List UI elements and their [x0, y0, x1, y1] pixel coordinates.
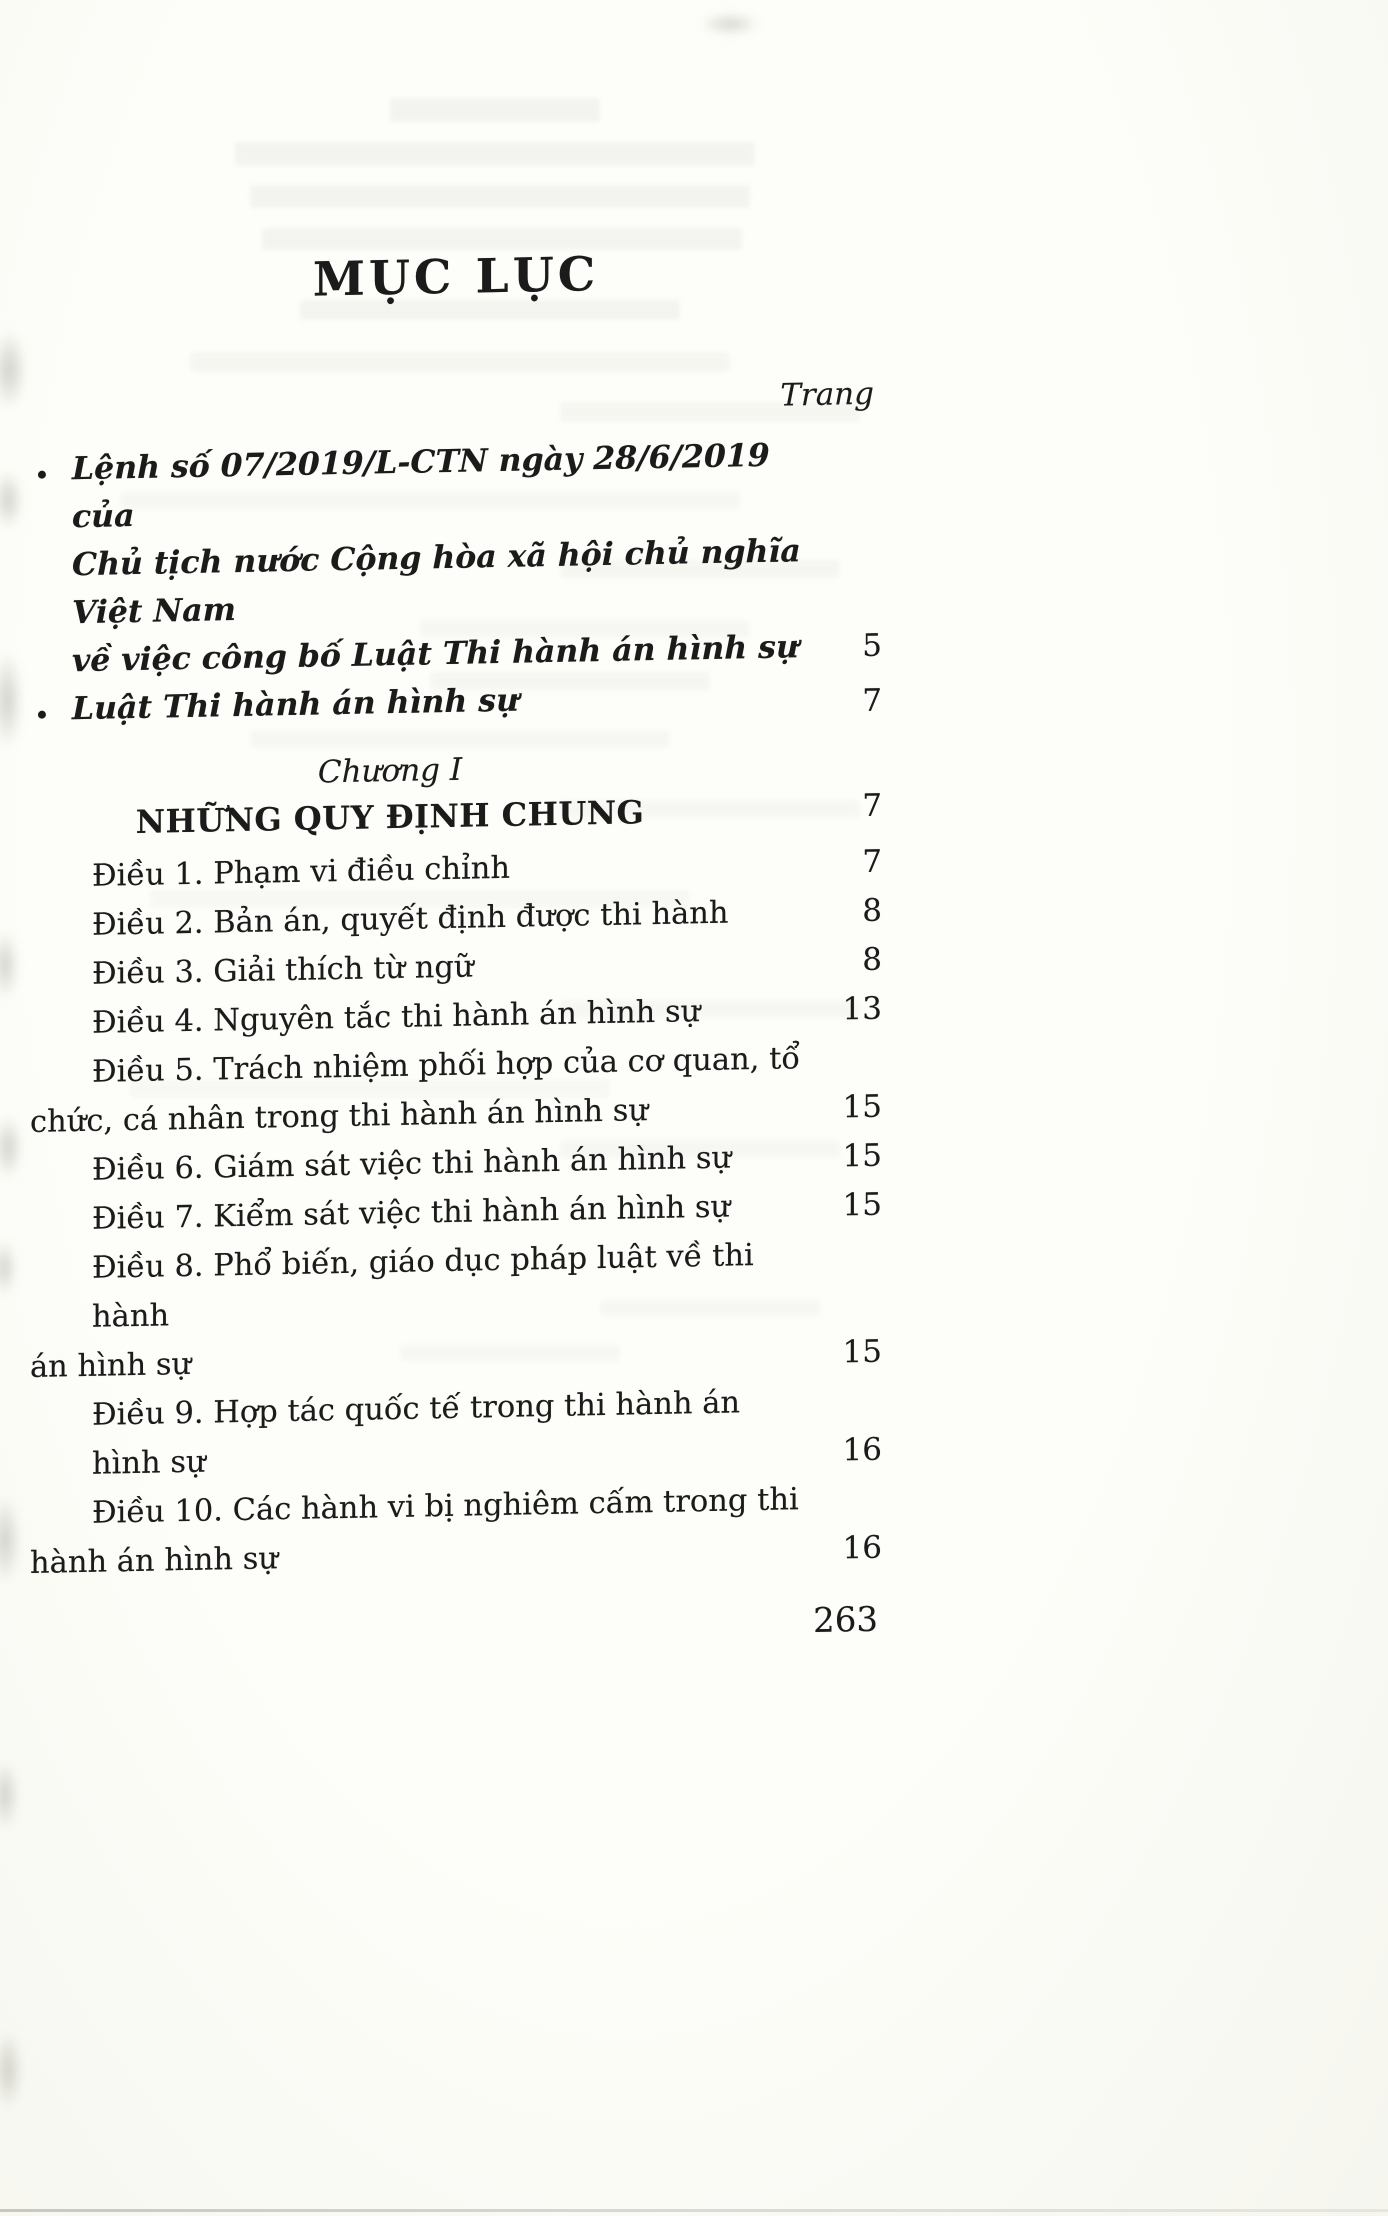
toc-front-matter: [30, 430, 882, 741]
toc-entry: [30, 1474, 882, 1588]
chapter-title: NHỮNG QUY ĐỊNH CHUNG: [135, 793, 645, 841]
toc-entry-page-number: 15: [842, 1333, 882, 1371]
toc-entry-line: Điều 9. Hợp tác quốc tế trong thi hành án hình sự: [92, 1385, 741, 1482]
scan-artifact: [700, 14, 760, 34]
front-matter-page-number: 5: [862, 627, 882, 665]
front-matter-text: [72, 431, 818, 685]
toc-entry-line: án hình sự: [30, 1346, 192, 1385]
toc-entry-line: hành án hình sự: [30, 1541, 279, 1581]
toc-entry-line: Điều 2. Bản án, quyết định được thi hành: [92, 895, 729, 943]
toc-entry-line: Điều 1. Phạm vi điều chỉnh: [92, 850, 511, 894]
toc-entry-line: Điều 5. Trách nhiệm phối hợp của cơ quan, tổ: [92, 1041, 801, 1090]
toc-chapter-heading: [30, 739, 882, 847]
toc-content: [30, 216, 882, 1656]
front-matter-page-number: 7: [862, 682, 882, 720]
toc-entry-line: Điều 10. Các hành vi bị nghiêm cấm trong thi: [92, 1482, 799, 1531]
front-matter-line: về việc công bố Luật Thi hành án hình sự: [72, 628, 799, 680]
front-matter-line: Luật Thi hành án hình sự: [72, 681, 519, 728]
chapter-label: Chương I: [317, 751, 463, 791]
page-title: MỤC LỤC: [312, 247, 600, 308]
toc-entry-text: [30, 1034, 818, 1147]
scan-artifact: [0, 1760, 18, 1830]
toc-entry-text: [30, 1475, 818, 1588]
toc-entry-page-number: 8: [862, 892, 882, 930]
toc-entry: [30, 1033, 882, 1147]
toc-entry-line: chức, cá nhân trong thi hành án hình sự: [30, 1093, 649, 1140]
toc-entry-text: [30, 1230, 818, 1392]
folio-page-number: 263: [813, 1599, 878, 1641]
scan-artifact: [0, 1240, 16, 1296]
toc-entries: [30, 837, 882, 1588]
scan-page-edge: [0, 2209, 1388, 2212]
scan-artifact: [0, 2030, 22, 2110]
bullet-icon: •: [34, 700, 50, 732]
toc-entry-page-number: 16: [842, 1529, 882, 1567]
toc-entry-line: Điều 6. Giám sát việc thi hành án hình sự: [92, 1140, 732, 1188]
toc-entry-page-number: 16: [842, 1431, 882, 1469]
toc-entry-line: Điều 4. Nguyên tắc thi hành án hình sự: [92, 994, 701, 1041]
toc-entry: [30, 1229, 882, 1392]
chapter-page-number: 7: [862, 787, 882, 825]
bullet-icon: •: [34, 460, 50, 492]
toc-entry: [30, 1376, 882, 1490]
toc-entry-line: Điều 7. Kiểm sát việc thi hành án hình sự: [92, 1189, 731, 1237]
toc-entry-page-number: 7: [862, 843, 882, 881]
scan-artifact: [0, 1115, 22, 1179]
scan-artifact: [0, 930, 18, 1000]
scan-artifact: [0, 470, 22, 530]
toc-entry-text: [30, 1377, 818, 1490]
scan-artifact: [0, 1495, 20, 1585]
scan-artifact: [235, 142, 755, 166]
toc-entry-page-number: 8: [862, 941, 882, 979]
front-matter-line: Lệnh số 07/2019/L-CTN ngày 28/6/2019 của: [72, 436, 770, 536]
front-matter-line: Chủ tịch nước Cộng hòa xã hội chủ nghĩa Việt Nam: [72, 532, 801, 632]
toc-entry-page-number: 15: [842, 1186, 882, 1224]
scan-artifact: [0, 650, 22, 750]
toc-entry-page-number: 13: [842, 990, 882, 1028]
column-header-trang: Trang: [780, 375, 874, 414]
toc-entry-page-number: 15: [842, 1088, 882, 1126]
scan-artifact: [390, 98, 600, 122]
scan-artifact: [0, 330, 26, 410]
toc-entry-page-number: 15: [842, 1137, 882, 1175]
scan-artifact: [250, 185, 750, 208]
front-matter-item: [30, 430, 882, 686]
toc-entry-line: Điều 8. Phổ biến, giáo dục pháp luật về thi hành: [92, 1238, 754, 1335]
toc-entry-line: Điều 3. Giải thích từ ngữ: [92, 949, 474, 992]
